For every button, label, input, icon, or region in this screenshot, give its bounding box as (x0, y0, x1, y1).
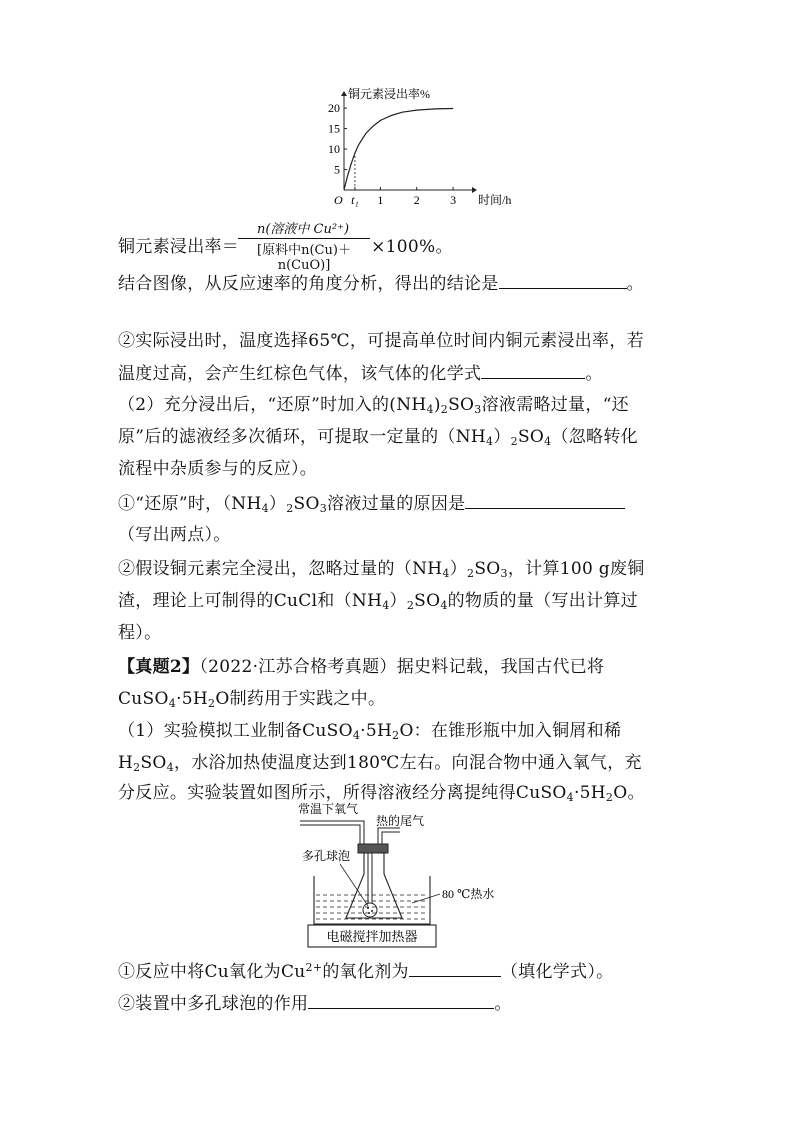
text-segment: ②装置中多孔球泡的作用 (118, 994, 309, 1014)
question-line-13 (118, 688, 385, 710)
question-line-8 (118, 524, 231, 546)
porous-bubbler (363, 903, 377, 917)
text-segment: ①“还原”时，（NH (118, 494, 262, 514)
question-line-9 (118, 558, 645, 580)
formula-fraction (238, 218, 370, 273)
question-line-18 (118, 992, 512, 1015)
oxygen-inlet-tube (300, 821, 364, 844)
text-segment: 流程中杂质参与的反应）。 (118, 459, 318, 479)
subscript: 3 (500, 567, 508, 580)
subscript: 4 (544, 435, 552, 448)
text-segment: O：在锥形瓶中加入铜屑和稀 (399, 721, 622, 741)
x-tick-label: 2 (413, 193, 420, 207)
question-line-7 (118, 492, 625, 515)
question-line-11 (118, 622, 161, 644)
text-segment: ） (389, 591, 407, 611)
y-tick-label: 20 (328, 101, 340, 116)
answer-blank-5[interactable] (308, 992, 494, 1009)
subscript: 2 (392, 729, 400, 742)
subscript: 4 (566, 791, 574, 804)
question-line-2 (118, 330, 644, 352)
text-segment: 分反应。实验装置如图所示，所得溶液经分离提纯得CuSO (118, 783, 567, 803)
y-axis-arrow (341, 91, 347, 96)
question-line-4 (118, 394, 629, 416)
text-segment: （2022·江苏合格考真题）据史料记载，我国古代已将 (199, 657, 605, 677)
x-tick-label: 3 (450, 193, 457, 207)
text-segment: O。 (613, 783, 645, 803)
text-segment: （填化学式）。 (500, 962, 614, 982)
label-bubbler: 多孔球泡 (302, 849, 351, 863)
text-segment: SO (474, 559, 501, 579)
exhaust-tube (378, 828, 400, 844)
text-segment: SO (140, 753, 167, 773)
text-segment: ②假设铜元素完全浸出，忽略过量的（NH (118, 559, 443, 579)
y-tick-label: 5 (334, 162, 340, 177)
y-axis-label: 铜元素浸出率% (348, 87, 430, 101)
text-segment: ·5H (176, 689, 209, 709)
text-segment: O制药用于实践之中。 (215, 689, 386, 709)
subscript: 2 (467, 567, 475, 580)
label-oxygen: 常温下氧气 (298, 802, 359, 816)
x-axis-arrow (472, 187, 477, 193)
subscript: 4 (168, 697, 177, 710)
text-segment: 渣，理论上可制得的CuCl和（NH (118, 591, 383, 611)
question-line-14 (118, 720, 621, 742)
text-segment: ①反应中将Cu氧化为Cu (118, 962, 306, 982)
subscript: 4 (261, 502, 269, 515)
text-segment: 的物质的量（写出计算过 (447, 591, 638, 611)
text-segment: （2）充分浸出后，“还原”时加入的(NH (118, 395, 427, 415)
formula-prefix: 铜元素浸出率＝ (118, 237, 240, 257)
text-segment: SO (517, 427, 545, 447)
label-water: 80 ℃热水 (442, 887, 495, 901)
subscript: 2 (406, 599, 415, 612)
text-segment: ·5H (573, 783, 606, 803)
superscript: 2+ (305, 961, 323, 974)
stopper (358, 844, 388, 853)
text-segment: ） (493, 427, 511, 447)
text-segment: 程）。 (118, 623, 162, 643)
apparatus-diagram (292, 794, 512, 954)
subscript: 4 (486, 435, 494, 448)
label-heater: 电磁搅拌加热器 (326, 929, 418, 944)
y-tick-label: 15 (328, 121, 340, 136)
subscript: 2 (133, 761, 141, 774)
subscript: 2 (605, 791, 614, 804)
text-segment: （写出两点）。 (118, 525, 231, 545)
leaching-rate-chart (300, 86, 512, 211)
subscript: 2 (208, 697, 216, 710)
subscript: 3 (319, 502, 328, 515)
subscript: 4 (382, 599, 390, 612)
text-segment: 溶液需略过量，“还 (481, 395, 629, 415)
subscript: 4 (352, 729, 361, 742)
text-segment: ·5H (360, 721, 393, 741)
question-line-6 (118, 458, 317, 480)
origin-label: O (334, 193, 343, 207)
answer-blank-3[interactable] (465, 492, 625, 509)
subscript: 2 (440, 403, 449, 416)
subscript: 2 (510, 435, 518, 448)
text-segment: ，水浴加热使温度达到180℃左右。向混合物中通入氧气，充 (173, 753, 642, 773)
question-line-3 (118, 362, 603, 385)
formula-suffix: ×100%。 (371, 237, 453, 257)
question-line-15 (118, 752, 642, 774)
answer-blank-4[interactable] (409, 960, 501, 977)
text-segment: ） (268, 494, 287, 514)
text-segment: 。 (494, 994, 512, 1014)
text-segment: （1）实验模拟工业制备CuSO (118, 721, 353, 741)
question-line-5 (118, 426, 638, 448)
text-segment: 。 (585, 364, 603, 384)
text-segment: 原”后的滤液经多次循环，可提取一定量的（NH (118, 427, 486, 447)
answer-blank-1[interactable] (499, 272, 627, 289)
x-axis-label: 时间/h (478, 193, 512, 207)
text-segment: SO (414, 591, 441, 611)
text-segment: H (118, 753, 134, 773)
leaching-curve (344, 109, 453, 191)
x-tick-label: t₁ (351, 193, 359, 207)
text-segment: （忽略转化 (551, 427, 638, 447)
subscript: 4 (166, 761, 174, 774)
y-tick-label: 10 (328, 142, 340, 157)
x-tick-label: 1 (377, 193, 384, 207)
subscript: 3 (474, 403, 482, 416)
formula-numerator: n(溶液中 Cu²⁺) (256, 222, 350, 237)
formula-denominator: [原料中n(Cu)＋n(CuO)] (257, 243, 351, 273)
text-segment: 结合图像，从反应速率的角度分析，得出的结论是 (118, 274, 499, 294)
text-segment: SO (448, 395, 475, 415)
text-segment: SO (293, 494, 320, 514)
question-line-12 (118, 656, 604, 678)
text-segment: 溶液过量的原因是 (327, 494, 466, 514)
bubbler-pore (371, 910, 373, 912)
question-line-17 (118, 960, 613, 983)
text-segment: ) (433, 395, 441, 415)
subscript: 4 (426, 403, 434, 416)
text-segment: ②实际浸出时，温度选择65℃，可提高单位时间内铜元素浸出率，若 (118, 331, 644, 351)
text-segment: ） (449, 559, 468, 579)
text-segment: 的氧化剂为 (322, 962, 409, 982)
question-line-10 (118, 590, 638, 612)
label-exhaust: 热的尾气 (376, 814, 425, 828)
subscript: 2 (286, 502, 294, 515)
question-heading: 【真题2】 (118, 657, 200, 677)
subscript: 4 (442, 567, 450, 580)
answer-blank-2[interactable] (481, 362, 585, 379)
text-segment: 。 (626, 274, 644, 294)
text-segment: 温度过高，会产生红棕色气体，该气体的化学式 (118, 364, 482, 384)
text-segment: CuSO (118, 689, 169, 709)
subscript: 4 (440, 599, 448, 612)
text-segment: ，计算100 g废铜 (507, 559, 645, 579)
question-line-1 (118, 272, 644, 295)
